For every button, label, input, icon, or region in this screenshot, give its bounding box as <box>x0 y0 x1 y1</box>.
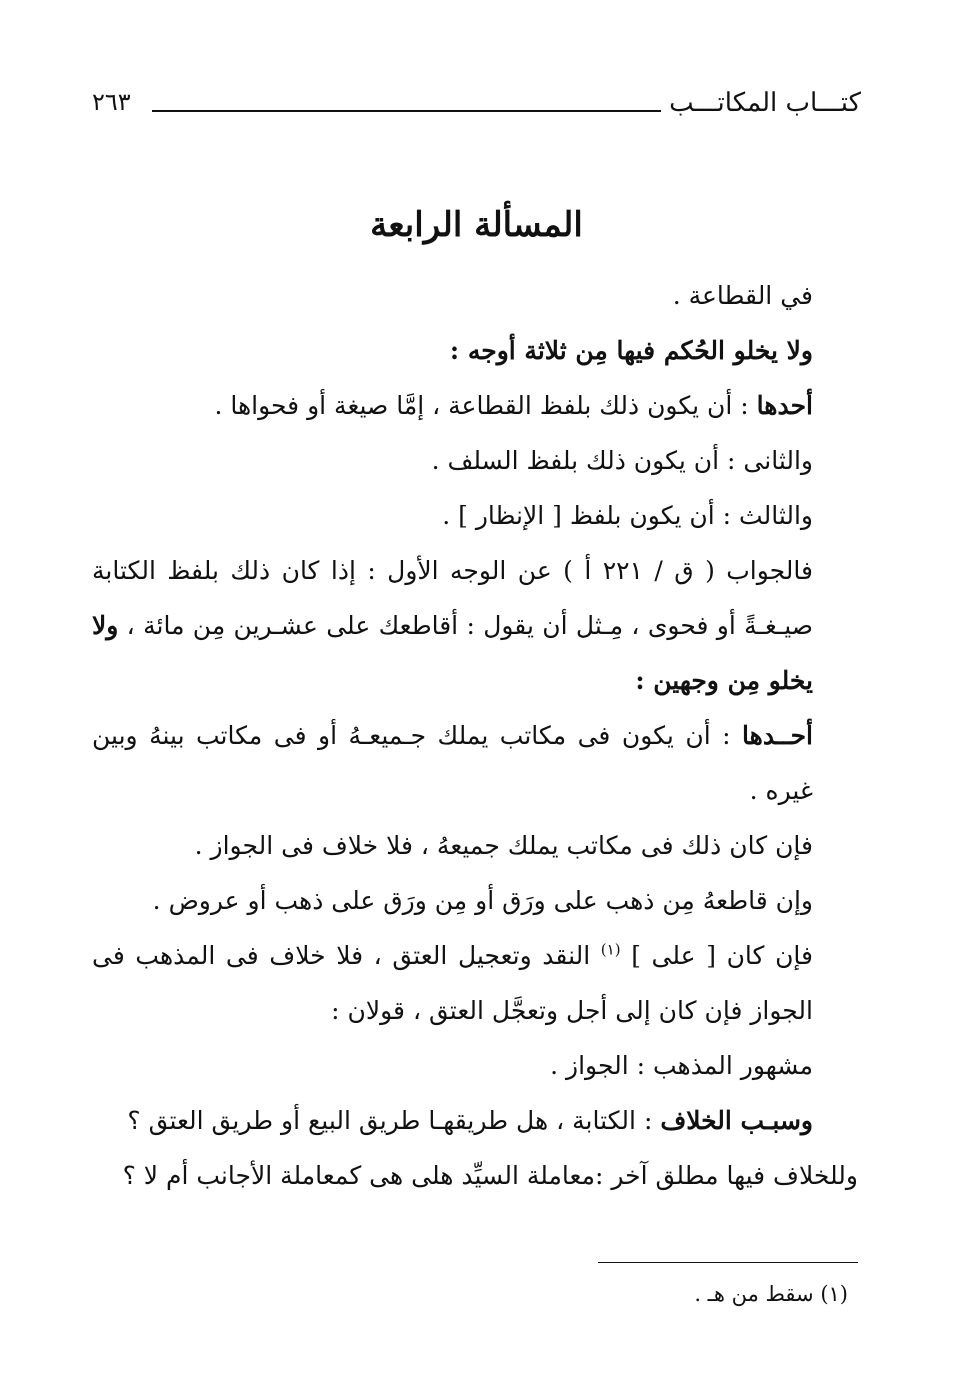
paragraph: والثانى : أن يكون ذلك بلفظ السلف . <box>431 446 813 475</box>
page-number: ٢٦٣ <box>92 88 131 116</box>
paragraph-text: : أن يكون ذلك بلفظ القطاعة ، إمَّا صيغة أو فحواها . <box>214 391 757 420</box>
paragraph <box>92 543 858 708</box>
section-heading: المسألة الرابعة <box>370 205 583 245</box>
running-title: كتـــاب المكاتـــب <box>669 88 861 118</box>
bold-phrase: ولا يخلو مِن وجهين : <box>92 611 813 695</box>
paragraph: فإن كان ذلك فى مكاتب يملك جميعهُ ، فلا خلاف فى الجواز . <box>194 831 813 860</box>
running-header <box>92 88 861 128</box>
paragraph <box>92 708 858 818</box>
lead-word: أحدها <box>756 391 813 420</box>
lead-word: أحــدها <box>742 721 813 750</box>
paragraph: مشهور المذهب : الجواز . <box>550 1051 813 1080</box>
paragraph: في القطاعة . <box>672 281 813 310</box>
paragraph-text: النقد وتعجيل العتق ، فلا خلاف فى المذهب فى الجواز فإن كان إلى أجل وتعجَّل العتق ، قولان : <box>92 941 813 1025</box>
header-rule <box>152 110 661 112</box>
footnote-reference: (١) <box>600 940 621 959</box>
lead-word: وسبـب الخلاف <box>660 1106 813 1135</box>
paragraph-text: فإن كان [ على ] <box>620 941 813 970</box>
footnote-rule <box>598 1262 858 1263</box>
paragraph: وللخلاف فيها مطلق آخر :معاملة السيِّد هلى هى كمعاملة الأجانب أم لا ؟ <box>122 1161 858 1190</box>
footnote: (١) سقط من هـ . <box>694 1282 848 1306</box>
paragraph: والثالث : أن يكون بلفظ [ الإنظار ] . <box>442 501 813 530</box>
paragraph: ولا يخلو الحُكم فيها مِن ثلاثة أوجه : <box>449 336 813 365</box>
paragraph <box>92 378 858 433</box>
paragraph-text: فالجواب ( ق / ٢٢١ أ ) عن الوجه الأول : إذا كان ذلك بلفظ الكتابة صيـغـةً أو فحوى ، مِـثل أن يقول : أقاطعك على عشـرين مِن مائة ، <box>92 556 813 640</box>
paragraph-text: : الكتابة ، هل طريقهـا طريق البيع أو طريق العتق ؟ <box>127 1106 661 1135</box>
paragraph <box>92 928 858 1038</box>
paragraph-text: : أن يكون فى مكاتب يملك جـميعـهُ أو فى مكاتب بينهُ وبين غيره . <box>92 721 813 805</box>
paragraph <box>92 1093 858 1148</box>
body-text <box>92 268 858 1203</box>
paragraph: وإن قاطعهُ مِن ذهب على ورَق أو مِن ورَق على ذهب أو عروض . <box>152 886 813 915</box>
